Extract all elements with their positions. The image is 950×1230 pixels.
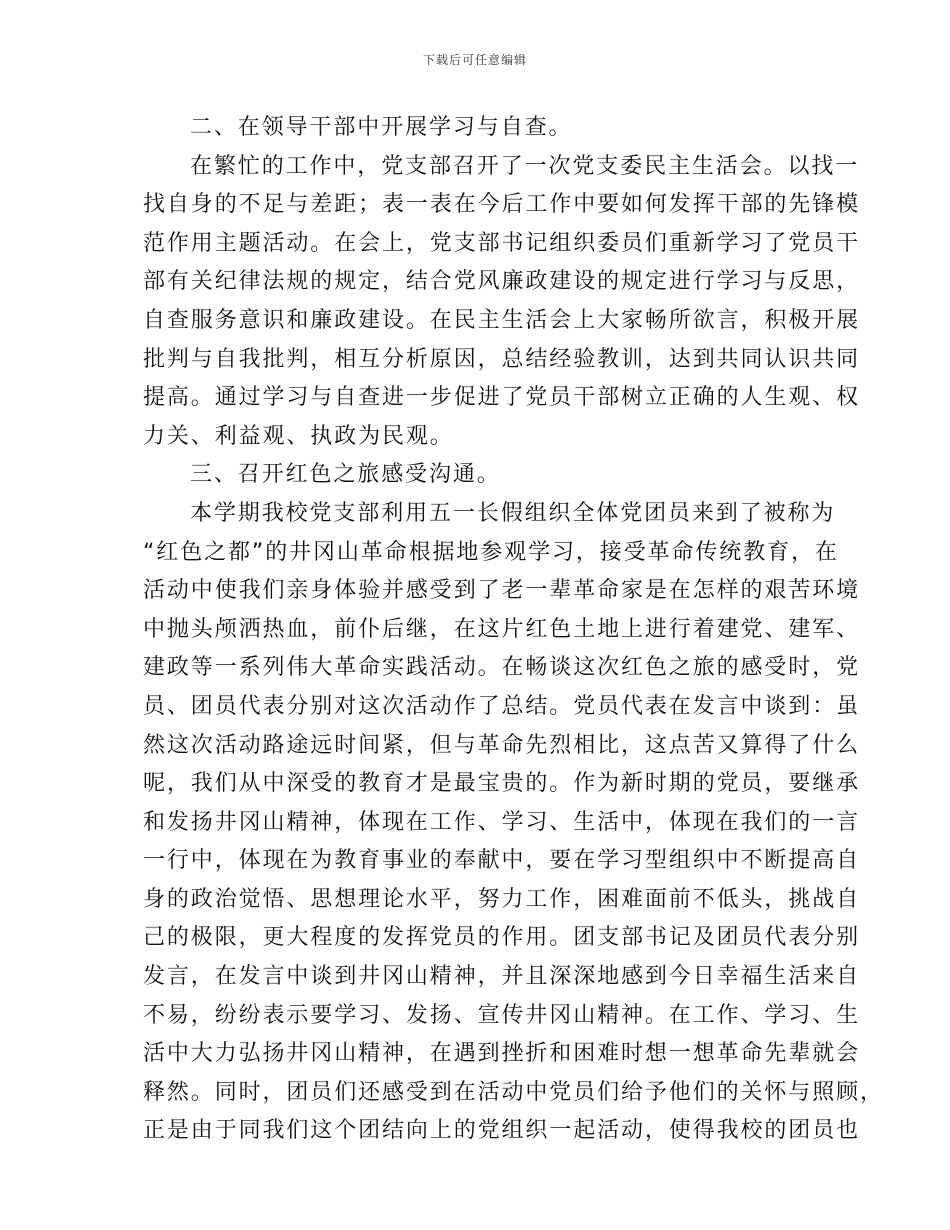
paragraph-line: 中抛头颅洒热血，前仆后继，在这片红色土地上进行着建党、建军、	[143, 616, 861, 642]
paragraph-line: 释然。同时，团员们还感受到在活动中党员们给予他们的关怀与照顾，	[143, 1079, 884, 1105]
document-body	[143, 109, 884, 1151]
paragraph-line: 部有关纪律法规的规定，结合党风廉政建设的规定进行学习与反思，	[143, 269, 861, 295]
paragraph-line: 找自身的不足与差距；表一表在今后工作中要如何发挥干部的先锋模	[143, 192, 861, 218]
paragraph-line: 活中大力弘扬井冈山精神，在遇到挫折和困难时想一想革命先辈就会	[143, 1041, 861, 1067]
paragraph-line: 正是由于同我们这个团结向上的党组织一起活动，使得我校的团员也	[143, 1118, 861, 1144]
paragraph-line: 一行中，体现在为教育事业的奉献中，要在学习型组织中不断提高自	[143, 848, 861, 874]
paragraph-line: 范作用主题活动。在会上，党支部书记组织委员们重新学习了党员干	[143, 230, 861, 256]
paragraph-line: 力关、利益观、执政为民观。	[143, 423, 454, 449]
paragraph-line: 然这次活动路途远时间紧，但与革命先烈相比，这点苦又算得了什么	[143, 732, 861, 758]
paragraph-line: 身的政治觉悟、思想理论水平，努力工作，困难面前不低头，挑战自	[143, 886, 861, 912]
paragraph-line: 员、团员代表分别对这次活动作了总结。党员代表在发言中谈到：虽	[143, 693, 861, 719]
section-heading: 三、召开红色之旅感受沟通。	[190, 462, 501, 488]
paragraph-line: 本学期我校党支部利用五一长假组织全体党团员来到了被称为	[190, 500, 836, 526]
section-heading: 二、在领导干部中开展学习与自查。	[190, 115, 573, 140]
paragraph-line: 批判与自我批判，相互分析原因，总结经验教训，达到共同认识共同	[143, 346, 861, 372]
paragraph-line: 建政等一系列伟大革命实践活动。在畅谈这次红色之旅的感受时，党	[143, 655, 861, 681]
paragraph-line: 提高。通过学习与自查进一步促进了党员干部树立正确的人生观、权	[143, 385, 861, 411]
paragraph-line: 呢，我们从中深受的教育才是最宝贵的。作为新时期的党员，要继承	[143, 771, 861, 797]
paragraph-line: 活动中使我们亲身体验并感受到了老一辈革命家是在怎样的艰苦环境	[143, 578, 861, 604]
paragraph-line: 发言，在发言中谈到井冈山精神，并且深深地感到今日幸福生活来自	[143, 964, 861, 990]
paragraph-line: “红色之都”的井冈山革命根据地参观学习，接受革命传统教育，在	[143, 539, 839, 565]
paragraph-line: 自查服务意识和廉政建设。在民主生活会上大家畅所欲言，积极开展	[143, 307, 861, 333]
page-header: 下载后可任意编辑	[422, 53, 527, 67]
paragraph-line: 在繁忙的工作中，党支部召开了一次党支委民主生活会。以找一	[190, 153, 860, 179]
paragraph-line: 己的极限，更大程度的发挥党员的作用。团支部书记及团员代表分别	[143, 925, 861, 951]
paragraph-line: 不易，纷纷表示要学习、发扬、宣传井冈山精神。在工作、学习、生	[143, 1002, 861, 1028]
paragraph-line: 和发扬井冈山精神，体现在工作、学习、生活中，体现在我们的一言	[143, 809, 861, 835]
